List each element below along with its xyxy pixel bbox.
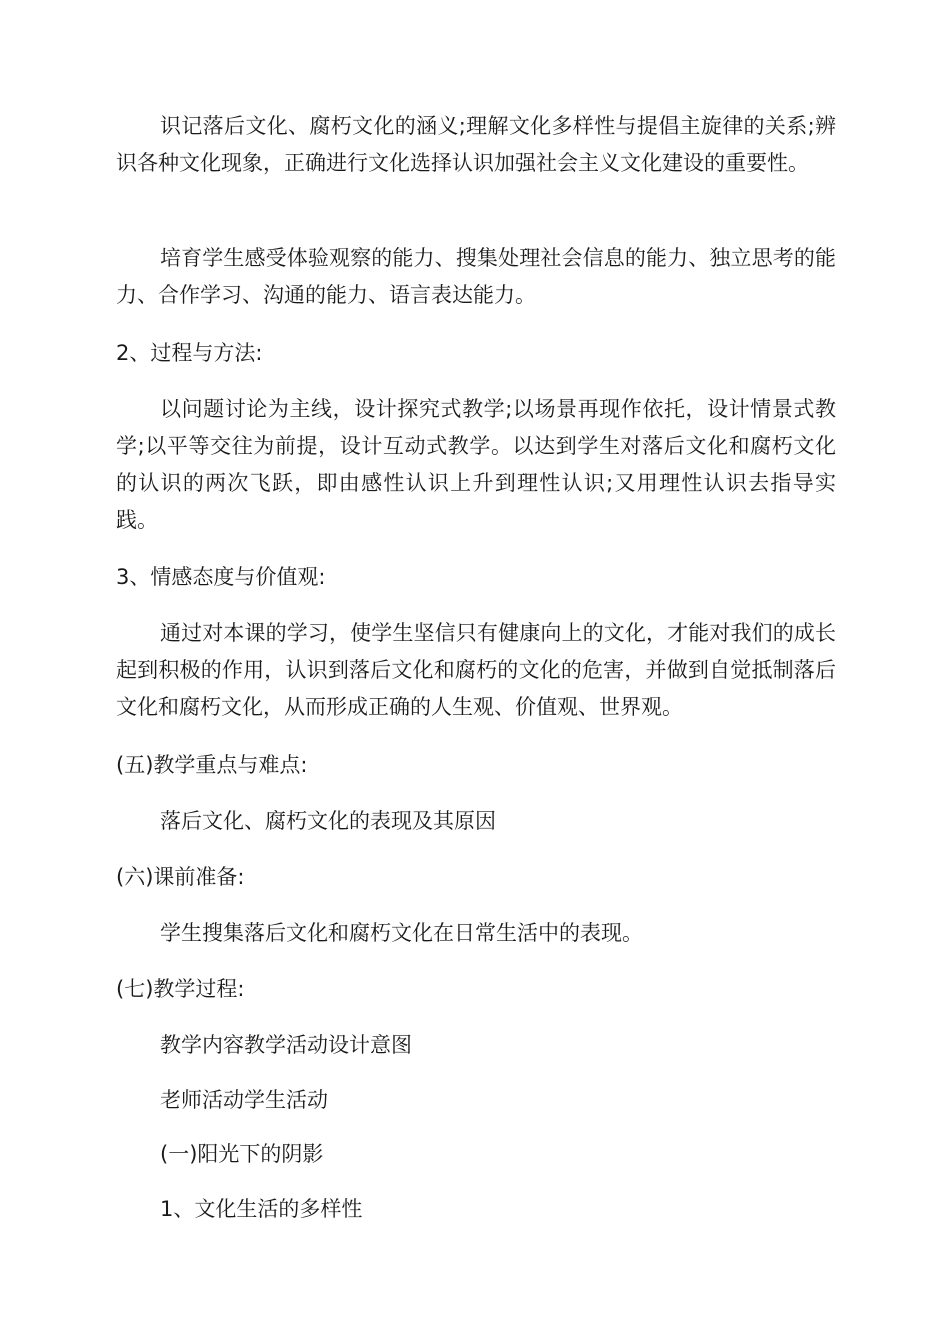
heading-key-points: (五)教学重点与难点: — [116, 753, 308, 777]
paragraph-emotion-values: 通过对本课的学习，使学生坚信只有健康向上的文化，才能对我们的成长起到积极的作用，认识到落后文化和腐朽的文化的危害，并做到自觉抵制落后文化和腐朽文化，从而形成正确的人生观、价值观、世界观。 — [116, 621, 836, 719]
line-cultural-diversity: 1、文化生活的多样性 — [160, 1197, 363, 1221]
line-section-shadow: (一)阳光下的阴影 — [160, 1142, 324, 1166]
paragraph-key-points: 落后文化、腐朽文化的表现及其原因 — [160, 809, 496, 833]
paragraph-preparation: 学生搜集落后文化和腐朽文化在日常生活中的表现。 — [160, 921, 643, 945]
line-teacher-student-activity: 老师活动学生活动 — [160, 1088, 328, 1112]
heading-teaching-procedure: (七)教学过程: — [116, 977, 245, 1001]
heading-emotion-values: 3、情感态度与价值观: — [116, 565, 326, 589]
paragraph-process-methods: 以问题讨论为主线，设计探究式教学;以场景再现作依托，设计情景式教学;以平等交往为前提，设计互动式教学。以达到学生对落后文化和腐朽文化的认识的两次飞跃，即由感性认识上升到理性认识;又用理性认识去指导实践。 — [116, 397, 836, 532]
paragraph-knowledge-goals: 识记落后文化、腐朽文化的涵义;理解文化多样性与提倡主旋律的关系;辨识各种文化现象，正确进行文化选择认识加强社会主义文化建设的重要性。 — [116, 114, 836, 175]
paragraph-ability-goals: 培育学生感受体验观察的能力、搜集处理社会信息的能力、独立思考的能力、合作学习、沟通的能力、语言表达能力。 — [116, 246, 836, 307]
heading-preparation: (六)课前准备: — [116, 865, 245, 889]
heading-process-methods: 2、过程与方法: — [116, 341, 263, 365]
line-content-activity-intent: 教学内容教学活动设计意图 — [160, 1033, 412, 1057]
